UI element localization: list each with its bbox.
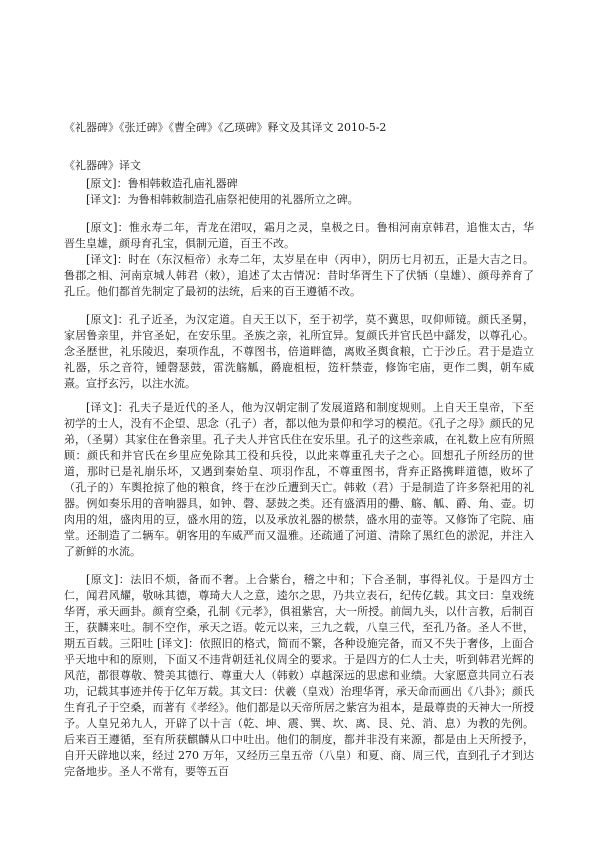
paragraph-original-title: [原文]：鲁相韩敕造孔庙礼器碑 xyxy=(86,177,238,190)
paragraph-translation-1: [译文]：时在（东汉桓帝）永寿二年，太岁星在申（丙申），阴历七月初五，正是大吉之日。鲁郡之相、河南京城人韩君（敕），追述了太古情况：昔时华胥生下了伏牺（皇雄）、颜母养育了孔丘。他们都首先制定了最初的法统，后来的百王遵循不改。 xyxy=(64,253,534,298)
document-title: 《礼器碑》《张迁碑》《曹全碑》《乙瑛碑》释文及其译文 2010-5-2 xyxy=(64,121,387,134)
paragraph-translation-2: [译文]：孔夫子是近代的圣人，他为汉朝定制了发展道路和制度规则。上自天王皇帝，下至初学的士人，没有不企望、思念（孔子）者，都以他为景仰和学习的模范。《孔子之母》颜氏的兄弟，（圣舅）其家住在鲁亲里。孔子夫人并官氏住在安乐里。孔子的这些亲戚，在礼数上应有所照顾：颜氏和并官氏在乡里应免除其工役和兵役，以此来尊重孔夫子之心。回想孔子所经历的世道，那时已是礼崩乐坏，又遇到秦始皇、项羽作乱，不尊重图书，背弃正路携畔道德，败坏了（孔子的）车舆抢掠了他的粮食，终于在沙丘遭到天亡。韩敕（君）于是制造了许多祭祀用的礼器。例如奏乐用的音响器具，如钟、磬、瑟鼓之类。还有盛酒用的罍、觞、觚、爵、角、壶。切肉用的俎，盛肉用的豆，盛水用的笾，以及承放礼器的棜禁，盛水用的壶等。又修饰了宅院、庙堂。还制造了二辆车。朝客用的车威严而又温雅。还疏通了河道、清除了黑红色的淤泥，并注入了新鲜的水流。 xyxy=(64,401,534,558)
paragraph-translation-title: [译文]：为鲁相韩敕制造孔庙祭祀使用的礼器所立之碑。 xyxy=(86,193,359,206)
paragraph-original-2: [原文]：孔子近圣，为汉定道。自天王以下，至于初学，莫不冀思，叹仰师镜。颜氏圣舅，家居鲁亲里，并官圣妃，在安乐里。圣族之亲，礼所宜异。复颜氏并官氏邑中繇发，以尊孔心。念圣歴世，礼乐陵迟，秦项作乱，不尊图书，倍道畔德，离败圣舆食粮，亡于沙丘。君于是造立礼器，乐之音符，锺磬瑟鼓，雷洗觞觚，爵鹿柤梪，笾杆禁壶，修饰宅庙，更作二舆，朝车威熹。宣抒玄污，以注水流。 xyxy=(64,313,534,390)
paragraph-original-3: [原文]：法旧不烦，备而不奢。上合紫台，稽之中和；下合圣制，事得礼仪。于是四方士仁，闻君风耀，敬咏其德，尊琦大人之意，逵尔之思，乃共立表石，纪传亿载。其文曰：皇戏统华胥，承天画卦。颜育空桑，孔制《元孝》，俱祖紫宫，大一所授。前闿九头，以什言教，后制百王，获麟来吐。制不空作，承天之语。乾元以来，三九之载，八皇三代，至孔乃备。圣人不世，期五百载。三阳吐 [译文]：依照旧的格式，简而不繁，各种设施完备，而又不失于奢侈，上面合乎天地中和的原则，下面又不违背朝廷礼仪周全的要求。于是四方的仁人士夫，听到韩君光辉的风范，都很尊敬、赞美其德行、尊重大人（韩敕）卓越深远的思虑和业绩。大家愿意共同立石表功，记载其事迹并传于亿年万载。其文曰：伏羲（皇戏）治理华胥，承天命而画出《八卦》；颜氏生育孔子于空桑，而著有《孝经》。他们都是以天帝所居之紫宫为祖本，是最尊贵的天神大一所授予。人皇兄弟九人，开辟了以十言（乾、坤、震、巽、坎、离、艮、兑、消、息）为教的先例。后来百王遵循，至有所获麒麟从口中吐出。他们的制度，都并非没有来源，都是由上天所授予，自开天辟地以来，经过 270 万年，又经历三皇五帝（八皇）和夏、商、周三代，直到孔子才到达完备地步。圣人不常有，要等五百 xyxy=(64,573,534,778)
section-title: 《礼器碑》译文 xyxy=(64,159,141,172)
document-page xyxy=(64,120,534,780)
paragraph-original-1: [原文]：惟永寿二年，青龙在涒叹，霜月之灵，皇极之日。鲁相河南京韩君，追惟太古，华晋生皇雄，颜母育孔宝，俱制元道，百王不改。 xyxy=(64,221,534,250)
